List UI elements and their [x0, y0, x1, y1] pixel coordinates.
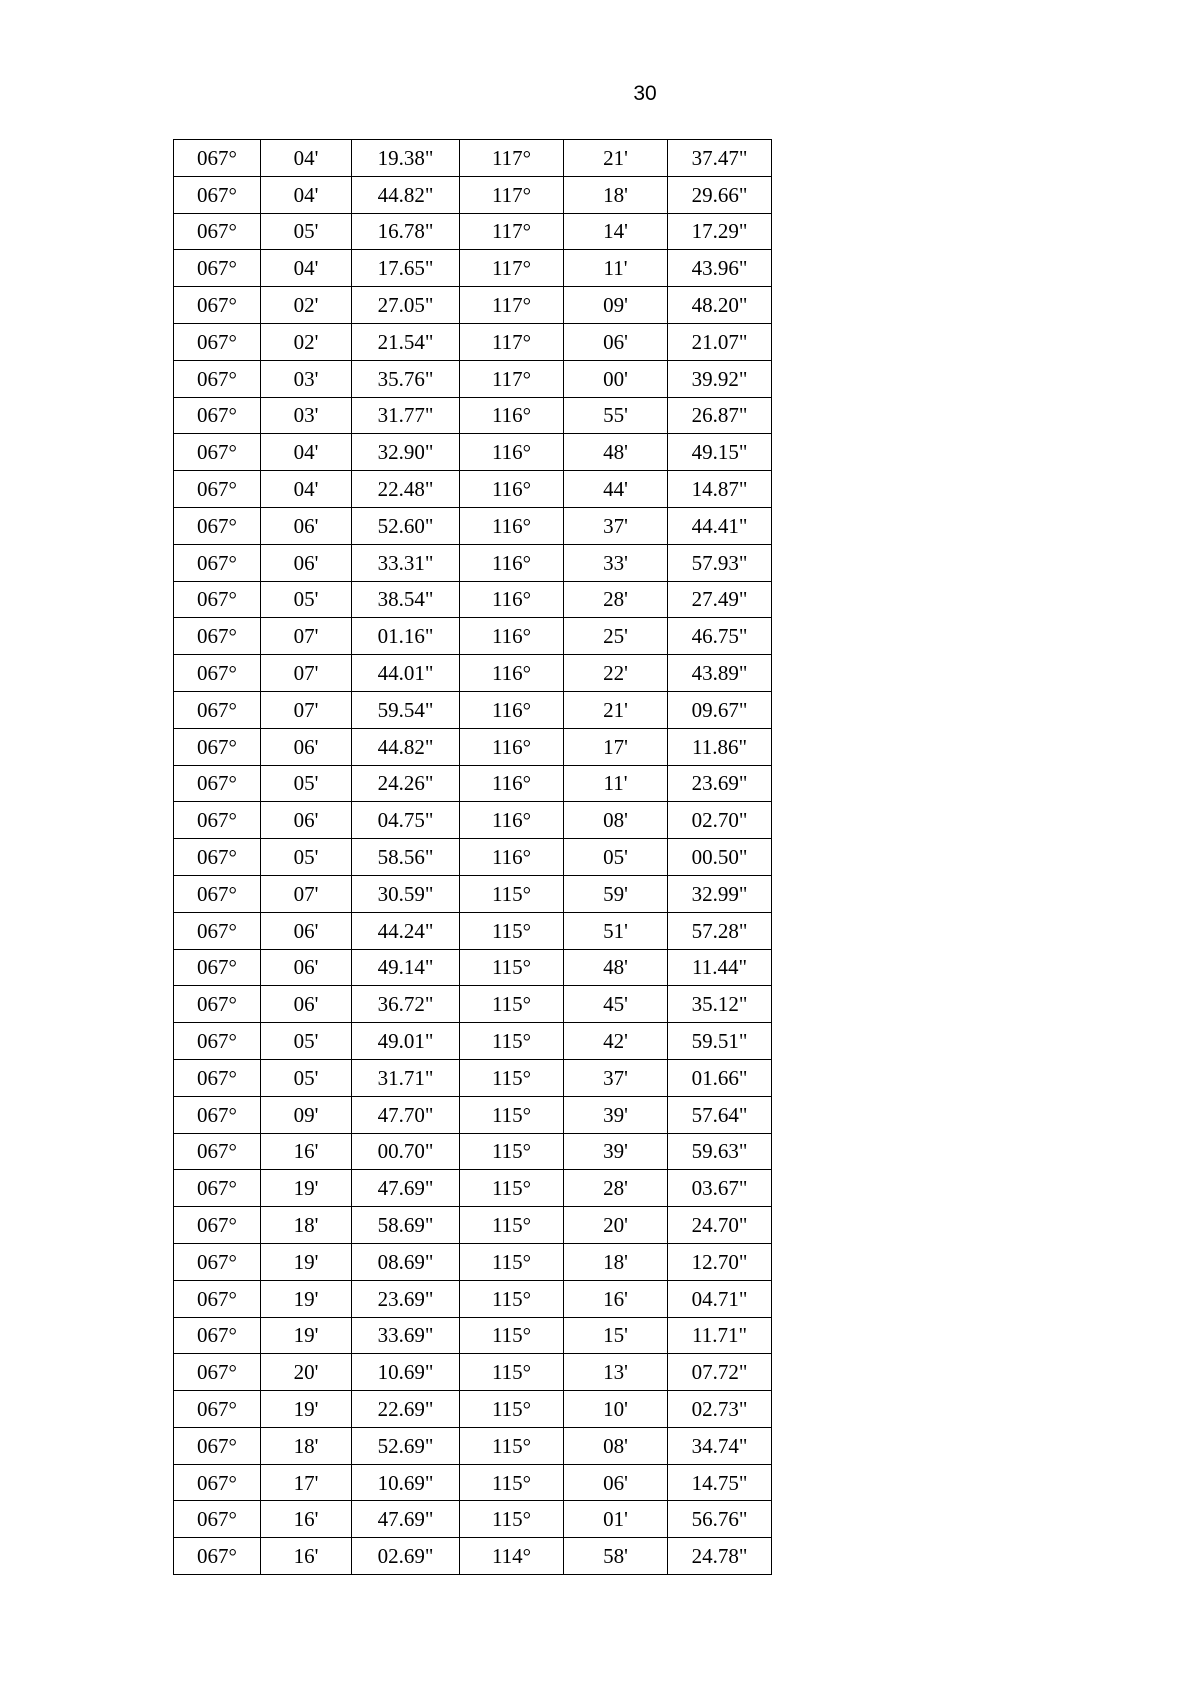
lon-seconds-cell: 14.75" — [668, 1464, 772, 1501]
lon-minutes-cell: 15' — [564, 1317, 668, 1354]
lon-degrees-cell: 116° — [460, 655, 564, 692]
lon-seconds-cell: 48.20" — [668, 287, 772, 324]
table-row — [174, 986, 772, 1023]
lat-minutes-cell: 02' — [261, 323, 352, 360]
lat-seconds-cell: 33.69" — [352, 1317, 460, 1354]
lat-degrees-cell: 067° — [174, 323, 261, 360]
table-row — [174, 323, 772, 360]
lat-degrees-cell: 067° — [174, 1170, 261, 1207]
lon-minutes-cell: 00' — [564, 360, 668, 397]
lon-seconds-cell: 46.75" — [668, 618, 772, 655]
lon-minutes-cell: 44' — [564, 471, 668, 508]
lat-minutes-cell: 05' — [261, 1059, 352, 1096]
lon-degrees-cell: 116° — [460, 839, 564, 876]
lat-degrees-cell: 067° — [174, 140, 261, 177]
lat-minutes-cell: 05' — [261, 765, 352, 802]
lat-minutes-cell: 05' — [261, 213, 352, 250]
lon-seconds-cell: 37.47" — [668, 140, 772, 177]
lon-degrees-cell: 115° — [460, 1096, 564, 1133]
lon-minutes-cell: 06' — [564, 1464, 668, 1501]
lon-minutes-cell: 45' — [564, 986, 668, 1023]
lat-degrees-cell: 067° — [174, 213, 261, 250]
lon-seconds-cell: 57.28" — [668, 912, 772, 949]
lon-seconds-cell: 27.49" — [668, 581, 772, 618]
lon-degrees-cell: 114° — [460, 1538, 564, 1575]
lat-seconds-cell: 32.90" — [352, 434, 460, 471]
lat-degrees-cell: 067° — [174, 1133, 261, 1170]
lat-seconds-cell: 52.60" — [352, 507, 460, 544]
lat-seconds-cell: 27.05" — [352, 287, 460, 324]
lon-seconds-cell: 03.67" — [668, 1170, 772, 1207]
lon-minutes-cell: 09' — [564, 287, 668, 324]
lat-degrees-cell: 067° — [174, 1501, 261, 1538]
lat-minutes-cell: 19' — [261, 1280, 352, 1317]
lat-seconds-cell: 10.69" — [352, 1354, 460, 1391]
lon-seconds-cell: 43.96" — [668, 250, 772, 287]
lat-seconds-cell: 16.78" — [352, 213, 460, 250]
lat-minutes-cell: 02' — [261, 287, 352, 324]
lon-seconds-cell: 01.66" — [668, 1059, 772, 1096]
lon-minutes-cell: 13' — [564, 1354, 668, 1391]
lon-degrees-cell: 117° — [460, 213, 564, 250]
lat-seconds-cell: 47.69" — [352, 1501, 460, 1538]
table-row — [174, 140, 772, 177]
lat-seconds-cell: 35.76" — [352, 360, 460, 397]
lat-degrees-cell: 067° — [174, 1464, 261, 1501]
table-row — [174, 1170, 772, 1207]
lat-seconds-cell: 44.82" — [352, 176, 460, 213]
lon-minutes-cell: 25' — [564, 618, 668, 655]
lon-seconds-cell: 34.74" — [668, 1427, 772, 1464]
lat-seconds-cell: 47.70" — [352, 1096, 460, 1133]
lon-seconds-cell: 56.76" — [668, 1501, 772, 1538]
lat-seconds-cell: 33.31" — [352, 544, 460, 581]
lon-minutes-cell: 08' — [564, 802, 668, 839]
lat-minutes-cell: 16' — [261, 1133, 352, 1170]
lat-degrees-cell: 067° — [174, 507, 261, 544]
lon-seconds-cell: 57.93" — [668, 544, 772, 581]
table-row — [174, 1354, 772, 1391]
lon-minutes-cell: 48' — [564, 949, 668, 986]
table-row — [174, 1501, 772, 1538]
lat-degrees-cell: 067° — [174, 397, 261, 434]
page-number: 30 — [633, 82, 657, 105]
lon-degrees-cell: 115° — [460, 986, 564, 1023]
lat-seconds-cell: 22.48" — [352, 471, 460, 508]
lat-minutes-cell: 07' — [261, 618, 352, 655]
lon-degrees-cell: 115° — [460, 1133, 564, 1170]
lat-seconds-cell: 21.54" — [352, 323, 460, 360]
lat-degrees-cell: 067° — [174, 1391, 261, 1428]
lon-seconds-cell: 39.92" — [668, 360, 772, 397]
table-row — [174, 434, 772, 471]
lon-minutes-cell: 17' — [564, 728, 668, 765]
lat-seconds-cell: 59.54" — [352, 691, 460, 728]
lat-degrees-cell: 067° — [174, 1354, 261, 1391]
lat-degrees-cell: 067° — [174, 434, 261, 471]
lat-minutes-cell: 05' — [261, 839, 352, 876]
lon-degrees-cell: 115° — [460, 912, 564, 949]
lon-minutes-cell: 18' — [564, 1243, 668, 1280]
lat-degrees-cell: 067° — [174, 1280, 261, 1317]
lon-seconds-cell: 23.69" — [668, 765, 772, 802]
lat-seconds-cell: 24.26" — [352, 765, 460, 802]
lat-seconds-cell: 22.69" — [352, 1391, 460, 1428]
lon-seconds-cell: 24.70" — [668, 1207, 772, 1244]
table-row — [174, 176, 772, 213]
lat-degrees-cell: 067° — [174, 1207, 261, 1244]
lon-seconds-cell: 43.89" — [668, 655, 772, 692]
table-row — [174, 655, 772, 692]
lon-degrees-cell: 115° — [460, 1170, 564, 1207]
table-row — [174, 1427, 772, 1464]
lon-seconds-cell: 57.64" — [668, 1096, 772, 1133]
lon-minutes-cell: 21' — [564, 140, 668, 177]
lat-seconds-cell: 10.69" — [352, 1464, 460, 1501]
lat-seconds-cell: 08.69" — [352, 1243, 460, 1280]
table-row — [174, 728, 772, 765]
lon-seconds-cell: 32.99" — [668, 875, 772, 912]
lat-seconds-cell: 49.01" — [352, 1023, 460, 1060]
lon-degrees-cell: 117° — [460, 176, 564, 213]
table-row — [174, 802, 772, 839]
lat-seconds-cell: 31.71" — [352, 1059, 460, 1096]
lat-degrees-cell: 067° — [174, 912, 261, 949]
table-row — [174, 1538, 772, 1575]
lon-minutes-cell: 28' — [564, 581, 668, 618]
table-row — [174, 765, 772, 802]
lon-degrees-cell: 115° — [460, 1243, 564, 1280]
lon-seconds-cell: 07.72" — [668, 1354, 772, 1391]
lon-minutes-cell: 22' — [564, 655, 668, 692]
lon-minutes-cell: 39' — [564, 1096, 668, 1133]
lat-minutes-cell: 07' — [261, 691, 352, 728]
lat-minutes-cell: 09' — [261, 1096, 352, 1133]
lon-degrees-cell: 117° — [460, 360, 564, 397]
lat-degrees-cell: 067° — [174, 250, 261, 287]
lat-minutes-cell: 04' — [261, 434, 352, 471]
table-row — [174, 839, 772, 876]
lat-seconds-cell: 58.56" — [352, 839, 460, 876]
coordinates-table — [173, 139, 772, 1575]
lon-minutes-cell: 51' — [564, 912, 668, 949]
lon-minutes-cell: 39' — [564, 1133, 668, 1170]
lon-seconds-cell: 14.87" — [668, 471, 772, 508]
lon-seconds-cell: 59.63" — [668, 1133, 772, 1170]
lon-minutes-cell: 11' — [564, 765, 668, 802]
lon-degrees-cell: 115° — [460, 1354, 564, 1391]
lon-minutes-cell: 14' — [564, 213, 668, 250]
lon-degrees-cell: 116° — [460, 471, 564, 508]
lat-seconds-cell: 19.38" — [352, 140, 460, 177]
table-row — [174, 1096, 772, 1133]
table-row — [174, 691, 772, 728]
table-row — [174, 287, 772, 324]
lat-seconds-cell: 04.75" — [352, 802, 460, 839]
lat-minutes-cell: 19' — [261, 1170, 352, 1207]
lat-degrees-cell: 067° — [174, 1243, 261, 1280]
lat-seconds-cell: 02.69" — [352, 1538, 460, 1575]
lon-minutes-cell: 33' — [564, 544, 668, 581]
coordinates-table-body — [174, 140, 772, 1575]
lat-degrees-cell: 067° — [174, 618, 261, 655]
lat-minutes-cell: 07' — [261, 655, 352, 692]
lat-degrees-cell: 067° — [174, 287, 261, 324]
lon-degrees-cell: 116° — [460, 581, 564, 618]
lat-seconds-cell: 00.70" — [352, 1133, 460, 1170]
lat-degrees-cell: 067° — [174, 691, 261, 728]
lon-degrees-cell: 115° — [460, 1464, 564, 1501]
lon-minutes-cell: 58' — [564, 1538, 668, 1575]
lat-seconds-cell: 31.77" — [352, 397, 460, 434]
lat-minutes-cell: 19' — [261, 1391, 352, 1428]
lat-seconds-cell: 23.69" — [352, 1280, 460, 1317]
lat-minutes-cell: 06' — [261, 507, 352, 544]
lon-degrees-cell: 115° — [460, 1427, 564, 1464]
lat-seconds-cell: 38.54" — [352, 581, 460, 618]
table-row — [174, 1317, 772, 1354]
lat-seconds-cell: 47.69" — [352, 1170, 460, 1207]
table-row — [174, 1391, 772, 1428]
lat-degrees-cell: 067° — [174, 1023, 261, 1060]
lon-seconds-cell: 02.70" — [668, 802, 772, 839]
lat-seconds-cell: 36.72" — [352, 986, 460, 1023]
lon-minutes-cell: 06' — [564, 323, 668, 360]
lat-seconds-cell: 01.16" — [352, 618, 460, 655]
lat-degrees-cell: 067° — [174, 1538, 261, 1575]
lon-minutes-cell: 20' — [564, 1207, 668, 1244]
table-row — [174, 471, 772, 508]
lon-minutes-cell: 10' — [564, 1391, 668, 1428]
lon-degrees-cell: 117° — [460, 323, 564, 360]
lat-minutes-cell: 06' — [261, 949, 352, 986]
lon-degrees-cell: 115° — [460, 1059, 564, 1096]
lat-degrees-cell: 067° — [174, 1427, 261, 1464]
lat-degrees-cell: 067° — [174, 986, 261, 1023]
lon-degrees-cell: 115° — [460, 1391, 564, 1428]
lon-degrees-cell: 115° — [460, 1501, 564, 1538]
lon-degrees-cell: 115° — [460, 875, 564, 912]
lon-seconds-cell: 26.87" — [668, 397, 772, 434]
lat-minutes-cell: 04' — [261, 176, 352, 213]
lon-minutes-cell: 28' — [564, 1170, 668, 1207]
lon-degrees-cell: 115° — [460, 1023, 564, 1060]
lon-seconds-cell: 17.29" — [668, 213, 772, 250]
table-row — [174, 1243, 772, 1280]
lon-seconds-cell: 21.07" — [668, 323, 772, 360]
lat-seconds-cell: 52.69" — [352, 1427, 460, 1464]
table-row — [174, 213, 772, 250]
lat-minutes-cell: 06' — [261, 728, 352, 765]
lat-seconds-cell: 44.24" — [352, 912, 460, 949]
lon-degrees-cell: 116° — [460, 618, 564, 655]
lat-seconds-cell: 58.69" — [352, 1207, 460, 1244]
lon-minutes-cell: 16' — [564, 1280, 668, 1317]
lat-degrees-cell: 067° — [174, 1096, 261, 1133]
table-row — [174, 1464, 772, 1501]
lon-minutes-cell: 59' — [564, 875, 668, 912]
lon-degrees-cell: 116° — [460, 507, 564, 544]
lon-degrees-cell: 116° — [460, 728, 564, 765]
lon-degrees-cell: 117° — [460, 140, 564, 177]
table-row — [174, 1280, 772, 1317]
table-row — [174, 949, 772, 986]
lat-degrees-cell: 067° — [174, 875, 261, 912]
table-row — [174, 397, 772, 434]
lon-degrees-cell: 115° — [460, 949, 564, 986]
lon-minutes-cell: 37' — [564, 507, 668, 544]
lon-degrees-cell: 115° — [460, 1207, 564, 1244]
table-row — [174, 507, 772, 544]
lon-seconds-cell: 02.73" — [668, 1391, 772, 1428]
lat-minutes-cell: 06' — [261, 912, 352, 949]
lat-degrees-cell: 067° — [174, 176, 261, 213]
lon-minutes-cell: 55' — [564, 397, 668, 434]
lon-degrees-cell: 117° — [460, 287, 564, 324]
lon-minutes-cell: 42' — [564, 1023, 668, 1060]
lat-minutes-cell: 04' — [261, 250, 352, 287]
lat-minutes-cell: 05' — [261, 1023, 352, 1060]
lat-seconds-cell: 44.01" — [352, 655, 460, 692]
lat-minutes-cell: 06' — [261, 986, 352, 1023]
table-row — [174, 250, 772, 287]
lon-minutes-cell: 48' — [564, 434, 668, 471]
lat-degrees-cell: 067° — [174, 802, 261, 839]
lon-minutes-cell: 18' — [564, 176, 668, 213]
lat-minutes-cell: 18' — [261, 1427, 352, 1464]
lon-seconds-cell: 29.66" — [668, 176, 772, 213]
lat-degrees-cell: 067° — [174, 655, 261, 692]
lat-degrees-cell: 067° — [174, 765, 261, 802]
table-row — [174, 1059, 772, 1096]
lon-degrees-cell: 116° — [460, 397, 564, 434]
table-row — [174, 1207, 772, 1244]
lon-minutes-cell: 37' — [564, 1059, 668, 1096]
lon-minutes-cell: 08' — [564, 1427, 668, 1464]
lon-degrees-cell: 116° — [460, 691, 564, 728]
lon-seconds-cell: 11.44" — [668, 949, 772, 986]
table-row — [174, 544, 772, 581]
lat-degrees-cell: 067° — [174, 581, 261, 618]
lat-seconds-cell: 30.59" — [352, 875, 460, 912]
lat-minutes-cell: 16' — [261, 1501, 352, 1538]
lon-seconds-cell: 44.41" — [668, 507, 772, 544]
lat-minutes-cell: 20' — [261, 1354, 352, 1391]
lat-degrees-cell: 067° — [174, 949, 261, 986]
lat-minutes-cell: 17' — [261, 1464, 352, 1501]
lon-degrees-cell: 116° — [460, 765, 564, 802]
lat-minutes-cell: 16' — [261, 1538, 352, 1575]
lat-degrees-cell: 067° — [174, 1059, 261, 1096]
table-row — [174, 581, 772, 618]
table-row — [174, 618, 772, 655]
lat-degrees-cell: 067° — [174, 544, 261, 581]
lat-seconds-cell: 44.82" — [352, 728, 460, 765]
lat-minutes-cell: 06' — [261, 544, 352, 581]
lat-minutes-cell: 19' — [261, 1317, 352, 1354]
lat-minutes-cell: 18' — [261, 1207, 352, 1244]
lon-seconds-cell: 09.67" — [668, 691, 772, 728]
lat-minutes-cell: 05' — [261, 581, 352, 618]
lon-seconds-cell: 11.86" — [668, 728, 772, 765]
lon-degrees-cell: 116° — [460, 434, 564, 471]
lon-seconds-cell: 11.71" — [668, 1317, 772, 1354]
table-row — [174, 912, 772, 949]
lon-degrees-cell: 115° — [460, 1317, 564, 1354]
lat-degrees-cell: 067° — [174, 360, 261, 397]
lon-minutes-cell: 05' — [564, 839, 668, 876]
lon-degrees-cell: 116° — [460, 802, 564, 839]
lon-degrees-cell: 117° — [460, 250, 564, 287]
lon-seconds-cell: 49.15" — [668, 434, 772, 471]
lon-minutes-cell: 11' — [564, 250, 668, 287]
lon-seconds-cell: 00.50" — [668, 839, 772, 876]
lat-minutes-cell: 04' — [261, 471, 352, 508]
table-row — [174, 360, 772, 397]
lon-minutes-cell: 21' — [564, 691, 668, 728]
lon-degrees-cell: 115° — [460, 1280, 564, 1317]
lat-minutes-cell: 04' — [261, 140, 352, 177]
lon-seconds-cell: 24.78" — [668, 1538, 772, 1575]
lon-seconds-cell: 12.70" — [668, 1243, 772, 1280]
lon-seconds-cell: 59.51" — [668, 1023, 772, 1060]
lat-degrees-cell: 067° — [174, 471, 261, 508]
lat-minutes-cell: 06' — [261, 802, 352, 839]
lat-degrees-cell: 067° — [174, 1317, 261, 1354]
lon-seconds-cell: 04.71" — [668, 1280, 772, 1317]
table-row — [174, 1133, 772, 1170]
lon-seconds-cell: 35.12" — [668, 986, 772, 1023]
lat-degrees-cell: 067° — [174, 728, 261, 765]
lat-degrees-cell: 067° — [174, 839, 261, 876]
lat-minutes-cell: 03' — [261, 360, 352, 397]
lon-degrees-cell: 116° — [460, 544, 564, 581]
table-row — [174, 1023, 772, 1060]
lat-seconds-cell: 17.65" — [352, 250, 460, 287]
lat-minutes-cell: 07' — [261, 875, 352, 912]
lat-minutes-cell: 19' — [261, 1243, 352, 1280]
lat-minutes-cell: 03' — [261, 397, 352, 434]
lat-seconds-cell: 49.14" — [352, 949, 460, 986]
lon-minutes-cell: 01' — [564, 1501, 668, 1538]
table-row — [174, 875, 772, 912]
